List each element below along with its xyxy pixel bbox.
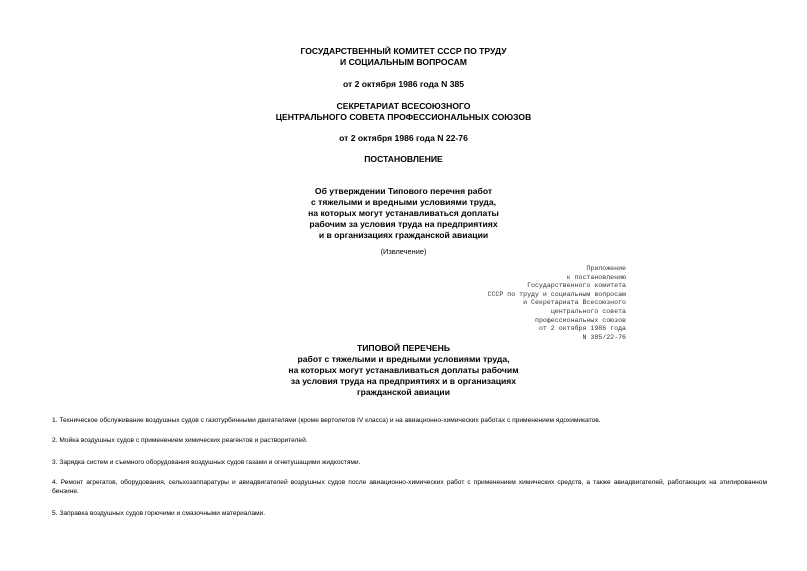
list-title-line: гражданской авиации <box>357 387 450 397</box>
list-title <box>0 343 807 398</box>
secretariat-name-line2: ЦЕНТРАЛЬНОГО СОВЕТА ПРОФЕССИОНАЛЬНЫХ СОЮЗОВ <box>275 112 532 122</box>
list-item <box>40 479 767 496</box>
resolution-title-line: Об утверждении Типового перечня работ <box>314 186 493 196</box>
list-item-text: 4. Ремонт агрегатов, оборудования, сельхозаппаратуры и авиадвигателей воздушных судов после авиационно-химических работ с применением химических средств, а также авиадвигателей, работающих на этилированном бензине. <box>52 479 767 495</box>
committee-heading <box>0 46 807 68</box>
appendix-line: профессиональных союзов <box>534 316 626 324</box>
resolution-title <box>0 186 807 241</box>
appendix-line: Государственного комитета <box>527 282 626 290</box>
list-title-line: работ с тяжелыми и вредными условиями труда, <box>297 354 510 364</box>
appendix-line: Приложение <box>586 265 626 272</box>
resolution-title-line: с тяжелыми и вредными условиями труда, <box>310 197 497 207</box>
appendix-line: и Секретариата Всесоюзного <box>523 299 626 307</box>
list-title-line: за условия труда на предприятиях и в организациях <box>290 376 517 386</box>
list-item <box>40 510 767 519</box>
list-item <box>40 437 767 446</box>
secretariat-name-line1: СЕКРЕТАРИАТ ВСЕСОЮЗНОГО <box>336 101 471 111</box>
secretariat-heading <box>0 101 807 123</box>
appendix-line: от 2 октября 1986 года <box>538 325 626 333</box>
committee-name-line2: И СОЦИАЛЬНЫМ ВОПРОСАМ <box>340 57 467 67</box>
extract-label: (Извлечение) <box>380 247 427 256</box>
secretariat-date-text: от 2 октября 1986 года N 22-76 <box>339 133 468 143</box>
list-item-text: 3. Зарядка систем и съемного оборудования воздушных судов газами и огнетушащими жидкостями. <box>52 459 361 466</box>
list-item-text: 2. Мойка воздушных судов с применением химических реагентов и растворителей. <box>52 437 308 444</box>
list-item-text: 1. Техническое обслуживание воздушных судов с газотурбинными двигателями (кроме вертолетов IV класса) и на авиационно-химических работах с применением ядохимикатов. <box>52 417 601 424</box>
committee-name-line1: ГОСУДАРСТВЕННЫЙ КОМИТЕТ СССР ПО ТРУДУ <box>300 46 507 56</box>
committee-date-text: от 2 октября 1986 года N 385 <box>342 79 465 89</box>
list-item <box>40 459 767 468</box>
resolution-title-line: и в организациях гражданской авиации <box>318 230 489 240</box>
list-item <box>40 417 767 426</box>
appendix-line: центрального совета <box>550 307 626 315</box>
list-title-line: ТИПОВОЙ ПЕРЕЧЕНЬ <box>356 343 451 353</box>
appendix-line: N 385/22-76 <box>582 333 626 341</box>
list-title-line: на которых могут устанавливаться доплаты рабочим <box>288 365 519 375</box>
resolution-title-line: рабочим за условия труда на предприятиях <box>309 219 498 229</box>
appendix-line: СССР по труду и социальным вопросам <box>487 290 626 298</box>
list-item-text: 5. Заправка воздушных судов горючими и смазочными материалами. <box>52 510 266 517</box>
appendix-line: к постановлению <box>566 273 626 281</box>
document-type-text: ПОСТАНОВЛЕНИЕ <box>364 154 443 164</box>
secretariat-date <box>0 133 807 144</box>
committee-date <box>0 79 807 90</box>
appendix-note <box>488 265 627 342</box>
resolution-title-line: на которых могут устанавливаться доплаты <box>308 208 499 218</box>
document-type <box>0 154 807 165</box>
